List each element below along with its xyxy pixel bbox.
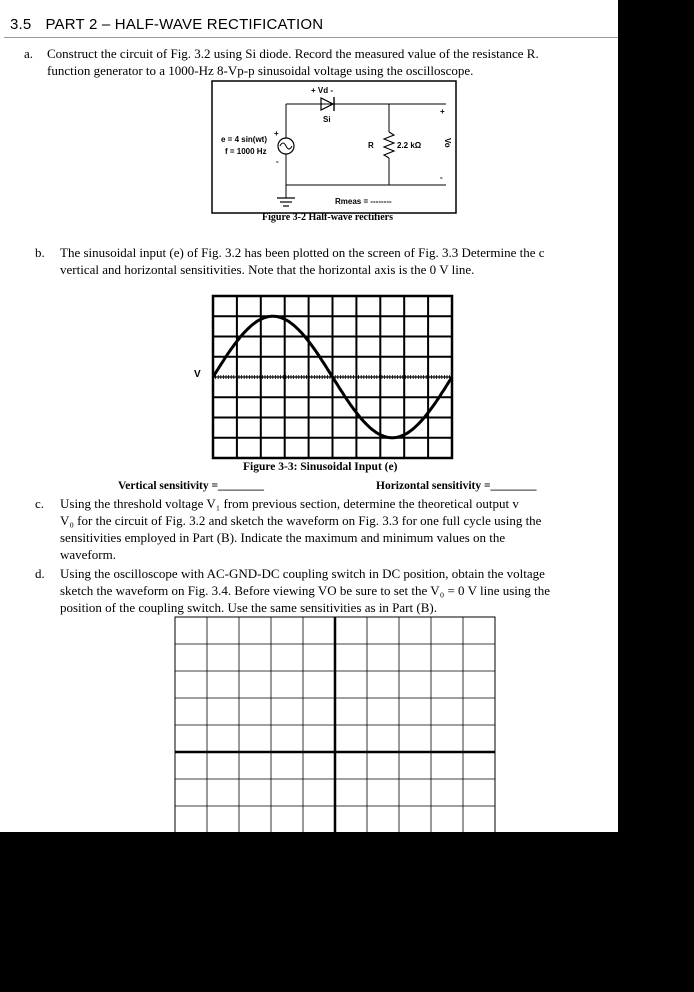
resistor-icon <box>384 132 394 158</box>
source-minus: - <box>276 157 279 166</box>
item-b-line-1: The sinusoidal input (e) of Fig. 3.2 has been plotted on the screen of Fig. 3.3 Determine the c <box>60 245 545 260</box>
resistor-value: 2.2 kΩ <box>397 141 422 150</box>
vertical-sensitivity-label: Vertical sensitivity =________ <box>118 480 265 492</box>
item-d-line-1: Using the oscilloscope with AC-GND-DC coupling switch in DC position, obtain the voltage <box>60 566 545 581</box>
item-d-marker: d. <box>35 566 45 581</box>
item-a-line-2: function generator to a 1000-Hz 8-Vp-p sinusoidal voltage using the oscilloscope. <box>47 62 474 78</box>
item-b-line-2: vertical and horizontal sensitivities. Note that the horizontal axis is the 0 V line. <box>60 262 475 277</box>
item-c-line-4: waveform. <box>60 547 116 562</box>
circuit-diagram <box>211 80 457 214</box>
ac-source-icon <box>278 138 294 154</box>
vo-minus: - <box>440 173 443 182</box>
figure-3-2-caption: Figure 3-2 Half-wave rectifiers <box>262 212 393 223</box>
heading-rule <box>4 37 618 38</box>
oscilloscope-screen-sinusoidal <box>211 294 454 460</box>
vo-label: Vo <box>443 138 452 148</box>
item-b-marker: b. <box>35 245 45 260</box>
scope-v-label: V <box>194 369 201 380</box>
item-c-line-2: V₀ for the circuit of Fig. 3.2 and sketch the waveform on Fig. 3.3 for one full cycle using the <box>60 513 542 528</box>
diode-label: Si <box>323 115 331 124</box>
item-c-line-3: sensitivities employed in Part (B). Indicate the maximum and minimum values on the <box>60 530 506 545</box>
section-title: PART 2 – HALF-WAVE RECTIFICATION <box>45 16 324 33</box>
rmeas-label: Rmeas = -------- <box>335 197 392 206</box>
diode-icon <box>319 97 339 111</box>
source-equation: e = 4 sin(wt) <box>221 135 268 144</box>
vd-label: + Vd - <box>311 86 334 95</box>
resistor-label: R <box>368 141 374 150</box>
section-heading <box>10 16 323 33</box>
section-number: 3.5 <box>10 16 32 33</box>
item-d-line-2: sketch the waveform on Fig. 3.4. Before viewing VO be sure to set the V₀ = 0 V line using the <box>60 583 551 598</box>
source-plus: + <box>274 129 279 138</box>
item-d-line-3: position of the coupling switch. Use the same sensitivities as in Part (B). <box>60 600 437 615</box>
figure-3-3-caption: Figure 3-3: Sinusoidal Input (e) <box>243 461 398 473</box>
item-c-marker: c. <box>35 496 45 511</box>
ground-icon <box>277 198 295 206</box>
source-frequency: f = 1000 Hz <box>225 147 267 156</box>
item-a-marker: a. <box>24 46 34 61</box>
item-c-line-1: Using the threshold voltage V₁ from previous section, determine the theoretical output v <box>60 496 519 511</box>
item-a-line-1: Construct the circuit of Fig. 3.2 using Si diode. Record the measured value of the resistance R. <box>47 46 539 61</box>
horizontal-sensitivity-label: Horizontal sensitivity =________ <box>376 480 537 492</box>
vo-plus: + <box>440 107 445 116</box>
oscilloscope-screen-blank <box>174 616 496 832</box>
